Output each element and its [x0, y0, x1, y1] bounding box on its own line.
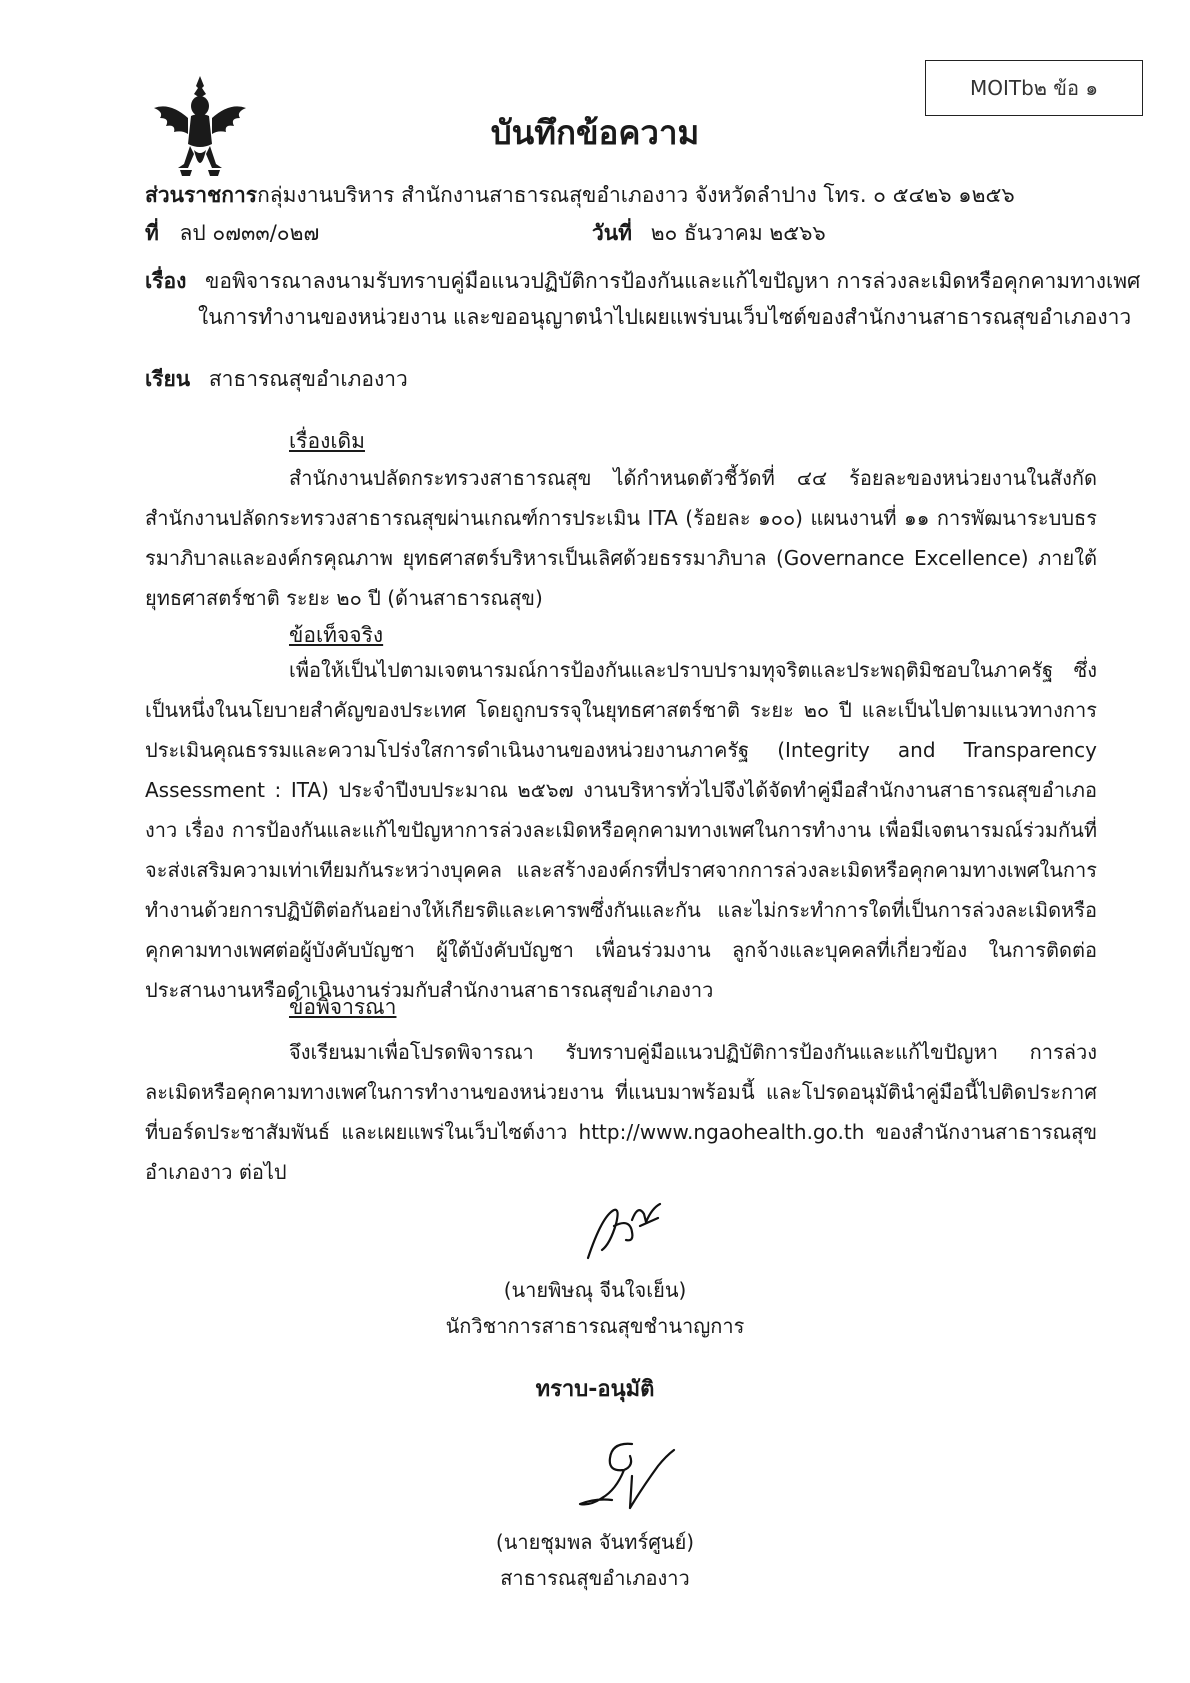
- signer-signature: [580, 1196, 670, 1264]
- approver-name: (นายชุมพล จันทร์ศูนย์): [495, 1530, 695, 1554]
- approver-signature: [572, 1436, 682, 1516]
- date-row: [592, 218, 826, 248]
- consideration-paragraph: จึงเรียนมาเพื่อโปรดพิจารณา รับทราบคู่มือแนวปฏิบัติการป้องกันและแก้ไขปัญหา การล่วงละเมิดหรือคุกคามทางเพศในการทำงานของหน่วยงาน ที่แนบมาพร้อมนี้ และโปรดอนุมัตินำคู่มือนี้ไปติดประกาศที่บอร์ดประชาสัมพันธ์ และเผยแพร่ในเว็บไซต์งาว http://www.ngaohealth.go.th ของสำนักงานสาธารณสุขอำเภองาว ต่อไป: [145, 1040, 1097, 1184]
- subject-line-2: ในการทำงานของหน่วยงาน และขออนุญาตนำไปเผยแพร่บนเว็บไซต์ของสำนักงานสาธารณสุขอำเภองาว: [198, 305, 1132, 329]
- facts-paragraph: เพื่อให้เป็นไปตามเจตนารมณ์การป้องกันและปราบปรามทุจริตและประพฤติมิชอบในภาครัฐ ซึ่งเป็นหนึ่งในนโยบายสำคัญของประเทศ โดยถูกบรรจุในยุทธศาสตร์ชาติ ระยะ ๒๐ ปี และเป็นไปตามแนวทางการประเมินคุณธรรมและความโปร่งใสการดำเนินงานของหน่วยงานภาครัฐ (Integrity and Transparency Assessment : ITA) ประจำปีงบประมาณ ๒๕๖๗ งานบริหารทั่วไปจึงได้จัดทำคู่มือสำนักงานสาธารณสุขอำเภองาว เรื่อง การป้องกันและแก้ไขปัญหาการล่วงละเมิดหรือคุกคามทางเพศในการทำงาน เพื่อมีเจตนารมณ์ร่วมกันที่จะส่งเสริมความเท่าเทียมกันระหว่างบุคคล และสร้างองค์กรที่ปราศจากการล่วงละเมิดหรือคุกคามทางเพศในการทำงานด้วยการปฏิบัติต่อกันอย่างให้เกียรติและเคารพซึ่งกันและกัน และไม่กระทำการใดที่เป็นการล่วงละเมิดหรือคุกคามทางเพศต่อผู้บังคับบัญชา ผู้ใต้บังคับบัญชา เพื่อนร่วมงาน ลูกจ้างและบุคคลที่เกี่ยวข้อง ในการติดต่อประสานงานหรือดำเนินงานร่วมกับสำนักงานสาธารณสุขอำเภองาว: [145, 658, 1097, 1002]
- background-paragraph: สำนักงานปลัดกระทรวงสาธารณสุข ได้กำหนดตัวชี้วัดที่ ๔๔ ร้อยละของหน่วยงานในสังกัดสำนักงานปลัดกระทรวงสาธารณสุขผ่านเกณฑ์การประเมิน ITA (ร้อยละ ๑๐๐) แผนงานที่ ๑๑ การพัฒนาระบบธรรมาภิบาลและองค์กรคุณภาพ ยุทธศาสตร์บริหารเป็นเลิศด้วยธรรมาภิบาล (Governance Excellence) ภายใต้ยุทธศาสตร์ชาติ ระยะ ๒๐ ปี (ด้านสาธารณสุข): [145, 466, 1097, 610]
- consideration-heading: ข้อพิจารณา: [289, 995, 397, 1019]
- agency-value: กลุ่มงานบริหาร สำนักงานสาธารณสุขอำเภองาว จังหวัดลำปาง โทร. ๐ ๕๔๒๖ ๑๒๕๖: [257, 183, 1015, 207]
- approval-label: ทราบ-อนุมัติ: [535, 1377, 655, 1402]
- signer-position: นักวิชาการสาธารณสุขชำนาญการ: [445, 1314, 745, 1338]
- agency-label: ส่วนราชการ: [145, 183, 258, 207]
- addressee-row: [145, 364, 408, 394]
- reference-row: [145, 218, 319, 248]
- approver-position: สาธารณสุขอำเภองาว: [500, 1566, 690, 1590]
- subject-label: เรื่อง: [145, 269, 187, 293]
- reference-number: ลป ๐๗๓๓/๐๒๗: [179, 221, 320, 245]
- document-code-box: MOITb๒ ข้อ ๑: [925, 60, 1143, 116]
- date-value: ๒๐ ธันวาคม ๒๕๖๖: [650, 221, 826, 245]
- date-label: วันที่: [592, 221, 632, 245]
- addressee-value: สาธารณสุขอำเภองาว: [208, 367, 408, 391]
- reference-label: ที่: [145, 221, 159, 245]
- subject-line-1: ขอพิจารณาลงนามรับทราบคู่มือแนวปฏิบัติการป้องกันและแก้ไขปัญหา การล่วงละเมิดหรือคุกคามทางเพศ: [205, 269, 1141, 293]
- background-heading: เรื่องเดิม: [289, 429, 365, 453]
- agency-row: [145, 180, 1015, 210]
- subject-row: [145, 266, 1140, 296]
- document-title: บันทึกข้อความ: [490, 113, 700, 152]
- signer-name: (นายพิษณุ จีนใจเย็น): [503, 1278, 687, 1302]
- addressee-label: เรียน: [145, 367, 191, 391]
- facts-heading: ข้อเท็จจริง: [289, 623, 384, 647]
